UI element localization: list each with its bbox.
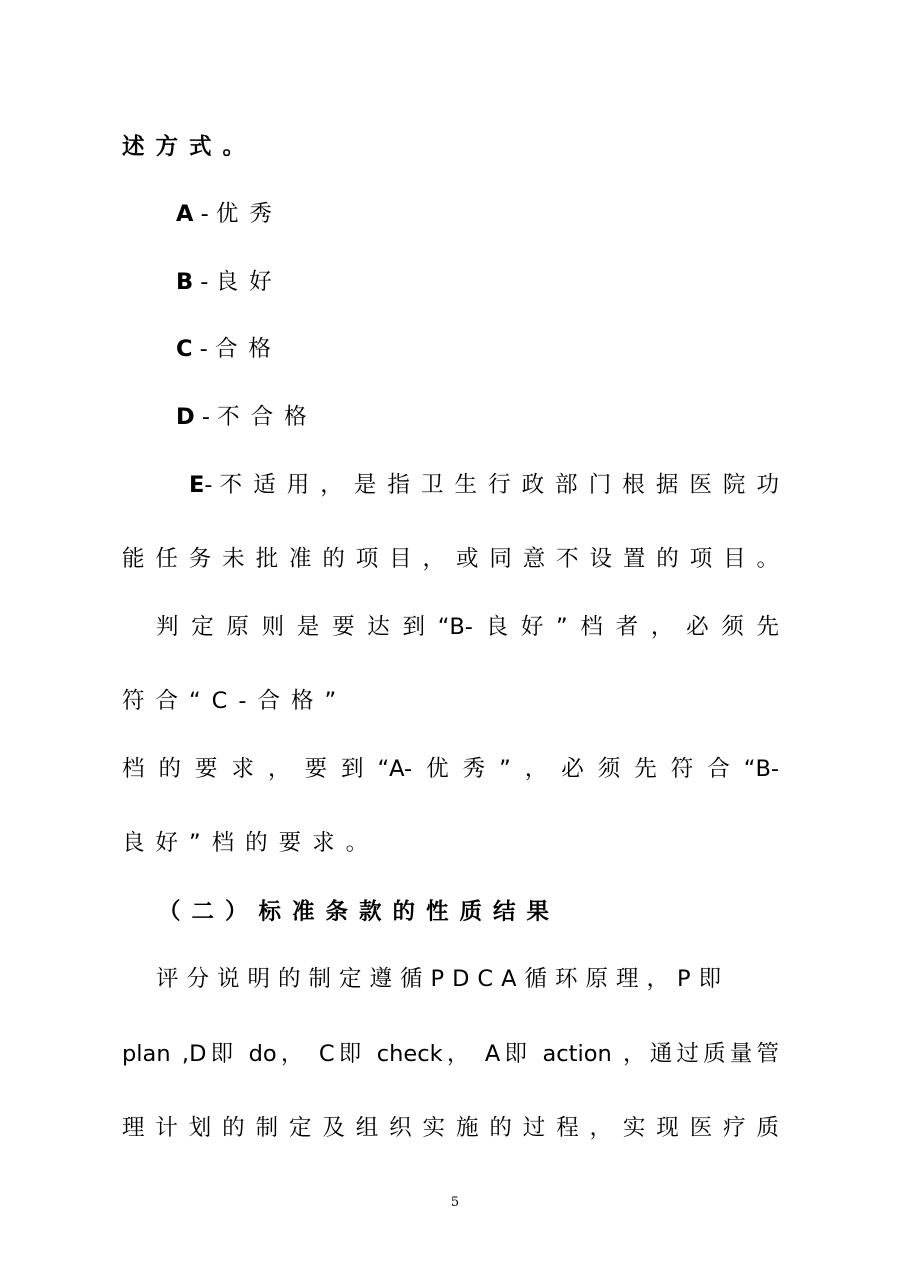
grade-letter: A bbox=[176, 201, 194, 227]
text-line-15: plan ,D即 do， C即 check， A即 action ，通过质量管 bbox=[122, 1041, 779, 1067]
section-heading: （二）标准条款的性质结果 bbox=[158, 899, 561, 925]
grade-letter: C bbox=[176, 336, 193, 362]
text-line-10: 符合“C-合格” bbox=[122, 688, 348, 714]
text-line-1: 述方式。 bbox=[122, 134, 257, 160]
text-line-16: 理计划的制定及组织实施的过程，实现医疗质 bbox=[122, 1115, 779, 1141]
grade-label: 良好 bbox=[215, 269, 283, 295]
grade-item-c bbox=[176, 334, 282, 364]
grade-item-b bbox=[176, 267, 283, 297]
grade-separator: - bbox=[193, 201, 216, 227]
text-line-9: 判定原则是要达到“B-良好”档者，必须先 bbox=[156, 614, 779, 640]
text-line-8: 能任务未批准的项目，或同意不设置的项目。 bbox=[122, 546, 779, 572]
grade-item-a bbox=[176, 199, 283, 229]
grade-label: 优秀 bbox=[215, 201, 283, 227]
grade-item-e bbox=[189, 470, 779, 500]
grade-letter: B bbox=[176, 269, 194, 295]
text-line-12: 良好”档的要求。 bbox=[122, 830, 380, 856]
grade-letter: E bbox=[189, 472, 205, 498]
grade-separator: - bbox=[193, 269, 216, 295]
text-line-14: 评分说明的制定遵循PDCA循环原理，P即 bbox=[156, 966, 730, 992]
page-number: 5 bbox=[450, 1195, 460, 1210]
grade-e-description: 不适用，是指卫生行政部门根据医院功 bbox=[219, 472, 779, 498]
grade-item-d bbox=[176, 402, 318, 432]
grade-separator: - bbox=[192, 336, 215, 362]
grade-label: 不合格 bbox=[217, 404, 318, 430]
text-line-11: 档的要求，要到“A-优秀”，必须先符合“B- bbox=[122, 756, 779, 782]
grade-letter: D bbox=[176, 404, 195, 430]
grade-label: 合格 bbox=[214, 336, 282, 362]
grade-separator: - bbox=[204, 472, 220, 498]
grade-separator: - bbox=[194, 404, 218, 430]
